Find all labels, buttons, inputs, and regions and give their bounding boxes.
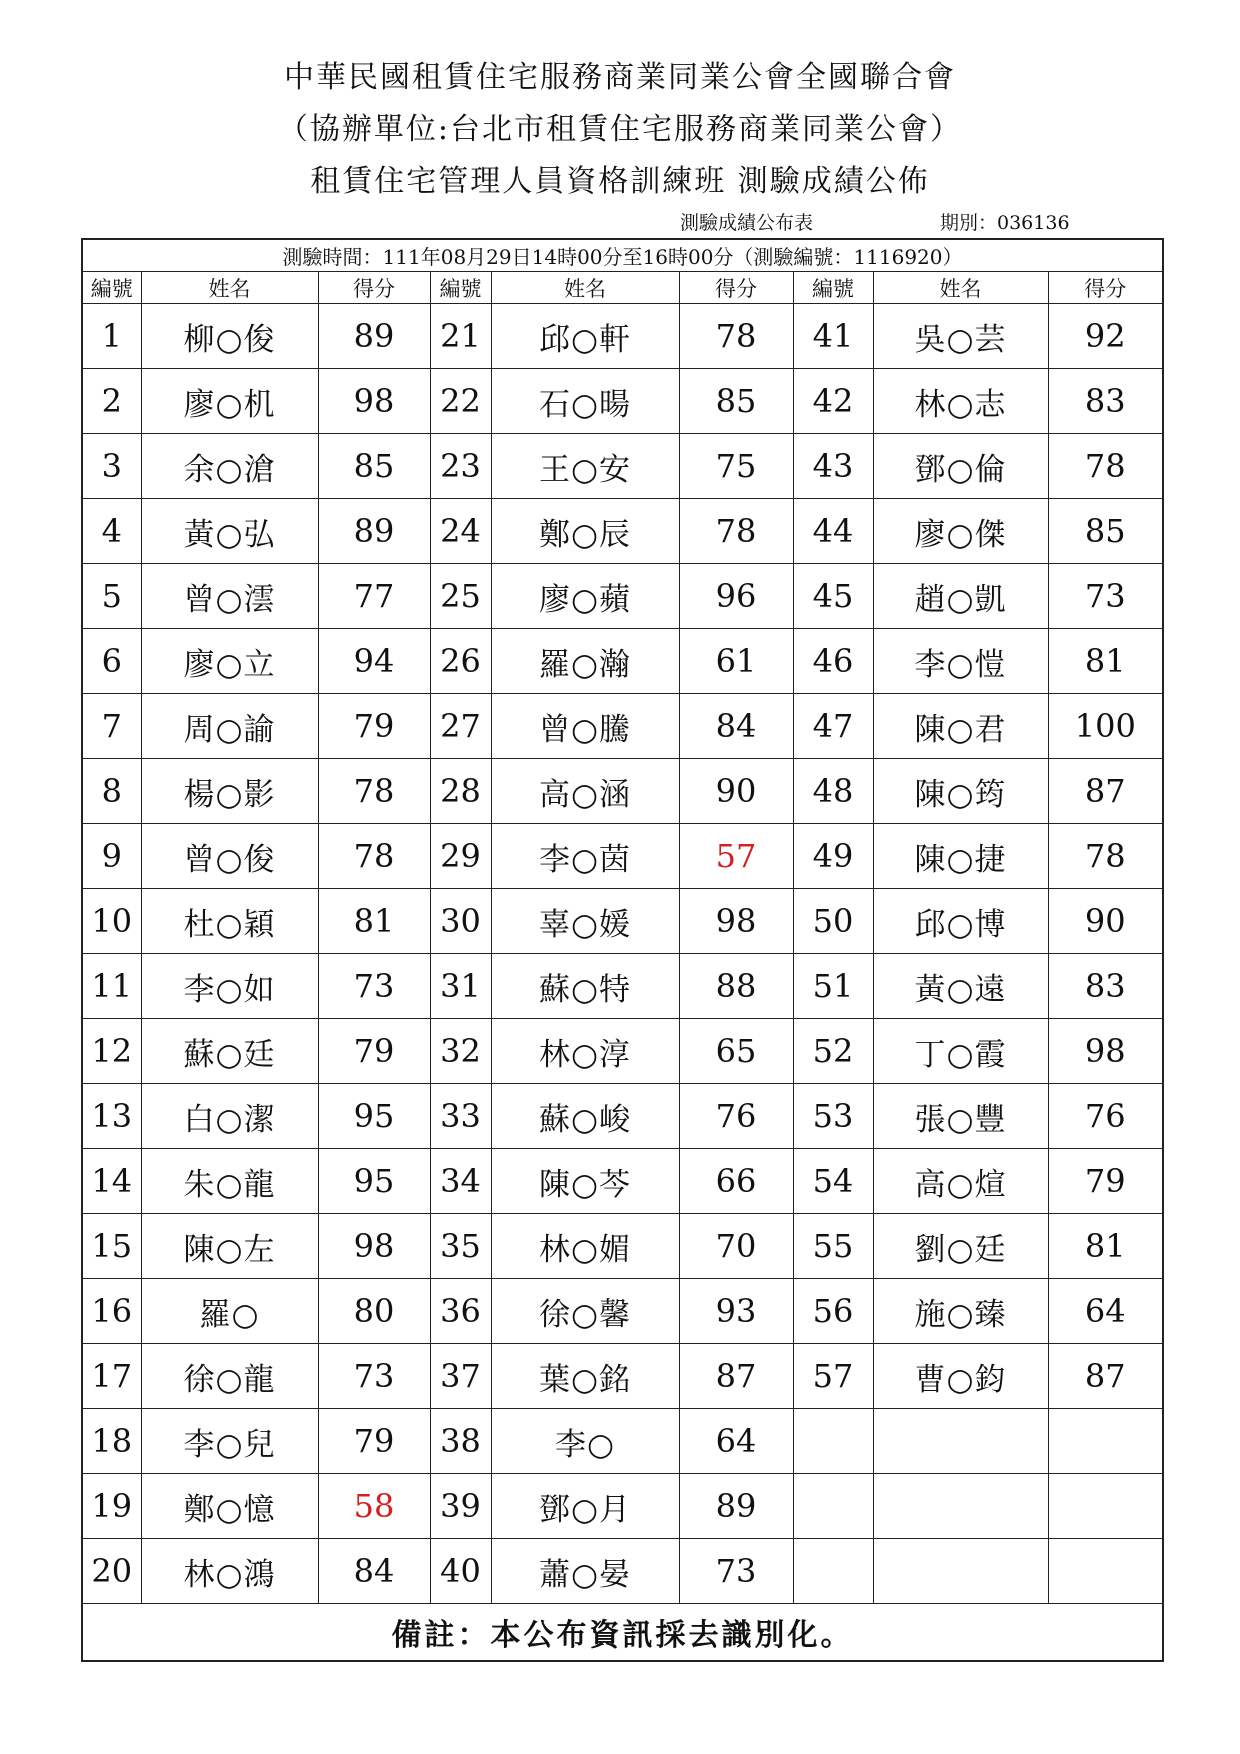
candidate-score: 83 bbox=[1048, 369, 1163, 434]
candidate-number: 23 bbox=[430, 434, 491, 499]
candidate-name: 曾○澐 bbox=[141, 564, 318, 629]
candidate-number: 1 bbox=[82, 304, 141, 369]
col-name-header: 姓名 bbox=[873, 272, 1048, 304]
candidate-number: 44 bbox=[793, 499, 873, 564]
candidate-score-failing: 58 bbox=[318, 1474, 430, 1539]
candidate-number: 3 bbox=[82, 434, 141, 499]
title-association: 中華民國租賃住宅服務商業同業公會全國聯合會 bbox=[284, 60, 956, 95]
table-row bbox=[82, 499, 1163, 564]
table-row bbox=[82, 1474, 1163, 1539]
header-row bbox=[82, 272, 1163, 304]
candidate-name: 辜○媛 bbox=[491, 889, 679, 954]
candidate-number: 28 bbox=[430, 759, 491, 824]
title-co-organizer: （協辦單位:台北市租賃住宅服務商業同業公會） bbox=[277, 112, 963, 147]
table-row bbox=[82, 564, 1163, 629]
candidate-score: 79 bbox=[1048, 1149, 1163, 1214]
col-no-header: 編號 bbox=[793, 272, 873, 304]
candidate-name: 蘇○廷 bbox=[141, 1019, 318, 1084]
candidate-score: 79 bbox=[318, 694, 430, 759]
candidate-score: 96 bbox=[679, 564, 793, 629]
candidate-score bbox=[1048, 1474, 1163, 1539]
candidate-name: 黃○弘 bbox=[141, 499, 318, 564]
candidate-score: 85 bbox=[318, 434, 430, 499]
candidate-number: 5 bbox=[82, 564, 141, 629]
candidate-number: 20 bbox=[82, 1539, 141, 1604]
candidate-name: 徐○龍 bbox=[141, 1344, 318, 1409]
candidate-score: 78 bbox=[1048, 824, 1163, 889]
table-row bbox=[82, 954, 1163, 1019]
col-name-header: 姓名 bbox=[141, 272, 318, 304]
candidate-name: 李○如 bbox=[141, 954, 318, 1019]
candidate-number: 12 bbox=[82, 1019, 141, 1084]
candidate-name: 王○安 bbox=[491, 434, 679, 499]
col-no-header: 編號 bbox=[430, 272, 491, 304]
candidate-number: 33 bbox=[430, 1084, 491, 1149]
candidate-number: 25 bbox=[430, 564, 491, 629]
candidate-name: 余○滄 bbox=[141, 434, 318, 499]
candidate-name: 周○諭 bbox=[141, 694, 318, 759]
candidate-score: 90 bbox=[679, 759, 793, 824]
candidate-number: 14 bbox=[82, 1149, 141, 1214]
candidate-name: 林○鴻 bbox=[141, 1539, 318, 1604]
candidate-score: 70 bbox=[679, 1214, 793, 1279]
candidate-score: 89 bbox=[318, 304, 430, 369]
table-row bbox=[82, 1214, 1163, 1279]
candidate-name: 廖○机 bbox=[141, 369, 318, 434]
candidate-name: 高○涵 bbox=[491, 759, 679, 824]
sheet-name: 測驗成績公布表 bbox=[680, 212, 814, 234]
col-score-header: 得分 bbox=[1048, 272, 1163, 304]
candidate-number: 18 bbox=[82, 1409, 141, 1474]
candidate-name: 廖○立 bbox=[141, 629, 318, 694]
candidate-name: 邱○博 bbox=[873, 889, 1048, 954]
table-row bbox=[82, 1409, 1163, 1474]
candidate-number: 48 bbox=[793, 759, 873, 824]
candidate-name: 陳○捷 bbox=[873, 824, 1048, 889]
table-row bbox=[82, 1344, 1163, 1409]
candidate-number: 41 bbox=[793, 304, 873, 369]
candidate-number: 37 bbox=[430, 1344, 491, 1409]
table-row bbox=[82, 1084, 1163, 1149]
candidate-name: 鄧○月 bbox=[491, 1474, 679, 1539]
candidate-number: 24 bbox=[430, 499, 491, 564]
candidate-score: 76 bbox=[1048, 1084, 1163, 1149]
candidate-score: 98 bbox=[318, 1214, 430, 1279]
candidate-number: 29 bbox=[430, 824, 491, 889]
title-announcement: 租賃住宅管理人員資格訓練班 測驗成績公佈 bbox=[310, 164, 930, 199]
candidate-score: 78 bbox=[679, 304, 793, 369]
candidate-score: 61 bbox=[679, 629, 793, 694]
candidate-score: 79 bbox=[318, 1409, 430, 1474]
candidate-score: 84 bbox=[318, 1539, 430, 1604]
candidate-name: 張○豐 bbox=[873, 1084, 1048, 1149]
candidate-number: 36 bbox=[430, 1279, 491, 1344]
candidate-score: 81 bbox=[1048, 629, 1163, 694]
candidate-name bbox=[873, 1474, 1048, 1539]
candidate-score: 65 bbox=[679, 1019, 793, 1084]
table-row bbox=[82, 759, 1163, 824]
candidate-number: 39 bbox=[430, 1474, 491, 1539]
candidate-score: 78 bbox=[679, 499, 793, 564]
candidate-score: 100 bbox=[1048, 694, 1163, 759]
table-row bbox=[82, 1539, 1163, 1604]
candidate-number: 38 bbox=[430, 1409, 491, 1474]
candidate-name: 黃○遠 bbox=[873, 954, 1048, 1019]
candidate-name: 廖○傑 bbox=[873, 499, 1048, 564]
candidate-score: 83 bbox=[1048, 954, 1163, 1019]
candidate-score: 64 bbox=[1048, 1279, 1163, 1344]
candidate-score: 81 bbox=[1048, 1214, 1163, 1279]
table-row bbox=[82, 824, 1163, 889]
candidate-number: 54 bbox=[793, 1149, 873, 1214]
candidate-name: 楊○影 bbox=[141, 759, 318, 824]
candidate-score: 85 bbox=[679, 369, 793, 434]
candidate-number: 35 bbox=[430, 1214, 491, 1279]
candidate-score: 85 bbox=[1048, 499, 1163, 564]
candidate-number: 49 bbox=[793, 824, 873, 889]
candidate-name: 林○志 bbox=[873, 369, 1048, 434]
candidate-number: 55 bbox=[793, 1214, 873, 1279]
candidate-number: 2 bbox=[82, 369, 141, 434]
table-row bbox=[82, 889, 1163, 954]
candidate-score: 75 bbox=[679, 434, 793, 499]
candidate-number: 56 bbox=[793, 1279, 873, 1344]
candidate-number: 40 bbox=[430, 1539, 491, 1604]
candidate-number: 21 bbox=[430, 304, 491, 369]
candidate-score: 80 bbox=[318, 1279, 430, 1344]
candidate-number: 6 bbox=[82, 629, 141, 694]
candidate-name: 李○茵 bbox=[491, 824, 679, 889]
candidate-name: 蘇○峻 bbox=[491, 1084, 679, 1149]
candidate-name: 白○潔 bbox=[141, 1084, 318, 1149]
candidate-score: 73 bbox=[1048, 564, 1163, 629]
candidate-name: 柳○俊 bbox=[141, 304, 318, 369]
candidate-name: 吳○芸 bbox=[873, 304, 1048, 369]
candidate-name: 李○愷 bbox=[873, 629, 1048, 694]
candidate-number: 50 bbox=[793, 889, 873, 954]
candidate-score: 87 bbox=[1048, 759, 1163, 824]
col-score-header: 得分 bbox=[318, 272, 430, 304]
candidate-name: 劉○廷 bbox=[873, 1214, 1048, 1279]
candidate-score: 95 bbox=[318, 1149, 430, 1214]
candidate-score: 78 bbox=[1048, 434, 1163, 499]
candidate-name: 葉○銘 bbox=[491, 1344, 679, 1409]
candidate-number: 31 bbox=[430, 954, 491, 1019]
candidate-name: 施○臻 bbox=[873, 1279, 1048, 1344]
candidate-name: 羅○瀚 bbox=[491, 629, 679, 694]
candidate-number: 13 bbox=[82, 1084, 141, 1149]
table-row bbox=[82, 434, 1163, 499]
candidate-number: 8 bbox=[82, 759, 141, 824]
table-row bbox=[82, 629, 1163, 694]
candidate-score: 76 bbox=[679, 1084, 793, 1149]
candidate-number: 17 bbox=[82, 1344, 141, 1409]
candidate-score: 73 bbox=[679, 1539, 793, 1604]
candidate-score: 64 bbox=[679, 1409, 793, 1474]
candidate-score: 98 bbox=[679, 889, 793, 954]
candidate-score: 73 bbox=[318, 954, 430, 1019]
candidate-name: 曾○騰 bbox=[491, 694, 679, 759]
candidate-name: 鄭○辰 bbox=[491, 499, 679, 564]
candidate-name bbox=[873, 1409, 1048, 1474]
period-label: 期別：036136 bbox=[940, 212, 1070, 234]
candidate-number: 32 bbox=[430, 1019, 491, 1084]
candidate-name bbox=[873, 1539, 1048, 1604]
candidate-score-failing: 57 bbox=[679, 824, 793, 889]
candidate-score: 98 bbox=[318, 369, 430, 434]
candidate-number: 47 bbox=[793, 694, 873, 759]
candidate-number: 22 bbox=[430, 369, 491, 434]
candidate-name: 蘇○特 bbox=[491, 954, 679, 1019]
candidate-score bbox=[1048, 1539, 1163, 1604]
candidate-name: 高○煊 bbox=[873, 1149, 1048, 1214]
candidate-number: 30 bbox=[430, 889, 491, 954]
candidate-name: 羅○ bbox=[141, 1279, 318, 1344]
candidate-name: 杜○穎 bbox=[141, 889, 318, 954]
table-row bbox=[82, 694, 1163, 759]
candidate-score: 81 bbox=[318, 889, 430, 954]
col-score-header: 得分 bbox=[679, 272, 793, 304]
candidate-score: 87 bbox=[1048, 1344, 1163, 1409]
candidate-number: 16 bbox=[82, 1279, 141, 1344]
candidate-name: 徐○馨 bbox=[491, 1279, 679, 1344]
candidate-number: 42 bbox=[793, 369, 873, 434]
candidate-number: 9 bbox=[82, 824, 141, 889]
candidate-number: 53 bbox=[793, 1084, 873, 1149]
candidate-number: 45 bbox=[793, 564, 873, 629]
candidate-name: 陳○君 bbox=[873, 694, 1048, 759]
candidate-score: 73 bbox=[318, 1344, 430, 1409]
table-row bbox=[82, 369, 1163, 434]
candidate-name: 李○ bbox=[491, 1409, 679, 1474]
table-row bbox=[82, 1019, 1163, 1084]
candidate-score: 90 bbox=[1048, 889, 1163, 954]
candidate-number bbox=[793, 1474, 873, 1539]
candidate-name: 蕭○晏 bbox=[491, 1539, 679, 1604]
candidate-number: 4 bbox=[82, 499, 141, 564]
candidate-score: 95 bbox=[318, 1084, 430, 1149]
candidate-name: 陳○芩 bbox=[491, 1149, 679, 1214]
candidate-number: 26 bbox=[430, 629, 491, 694]
candidate-number: 57 bbox=[793, 1344, 873, 1409]
col-no-header: 編號 bbox=[82, 272, 141, 304]
candidate-name: 陳○筠 bbox=[873, 759, 1048, 824]
table-row bbox=[82, 1149, 1163, 1214]
candidate-number: 11 bbox=[82, 954, 141, 1019]
candidate-score: 78 bbox=[318, 824, 430, 889]
candidate-number: 34 bbox=[430, 1149, 491, 1214]
candidate-number: 27 bbox=[430, 694, 491, 759]
candidate-score: 94 bbox=[318, 629, 430, 694]
candidate-name: 鄧○倫 bbox=[873, 434, 1048, 499]
candidate-number: 7 bbox=[82, 694, 141, 759]
candidate-number: 10 bbox=[82, 889, 141, 954]
candidate-score: 87 bbox=[679, 1344, 793, 1409]
candidate-name: 廖○蘋 bbox=[491, 564, 679, 629]
table-row bbox=[82, 304, 1163, 369]
candidate-score: 98 bbox=[1048, 1019, 1163, 1084]
candidate-score: 92 bbox=[1048, 304, 1163, 369]
candidate-score: 84 bbox=[679, 694, 793, 759]
candidate-number: 43 bbox=[793, 434, 873, 499]
candidate-score: 78 bbox=[318, 759, 430, 824]
candidate-number bbox=[793, 1409, 873, 1474]
candidate-name: 林○媚 bbox=[491, 1214, 679, 1279]
candidate-number: 19 bbox=[82, 1474, 141, 1539]
candidate-name: 鄭○憶 bbox=[141, 1474, 318, 1539]
candidate-number: 15 bbox=[82, 1214, 141, 1279]
candidate-name: 趙○凱 bbox=[873, 564, 1048, 629]
candidate-number: 52 bbox=[793, 1019, 873, 1084]
table-row bbox=[82, 1279, 1163, 1344]
candidate-score: 88 bbox=[679, 954, 793, 1019]
score-table bbox=[81, 238, 1164, 1662]
note-row bbox=[82, 1604, 1163, 1662]
candidate-name: 石○暘 bbox=[491, 369, 679, 434]
candidate-score: 79 bbox=[318, 1019, 430, 1084]
deidentification-note: 備註：本公布資訊採去識別化。 bbox=[82, 1604, 1163, 1662]
col-name-header: 姓名 bbox=[491, 272, 679, 304]
candidate-score bbox=[1048, 1409, 1163, 1474]
candidate-name: 陳○左 bbox=[141, 1214, 318, 1279]
candidate-name: 邱○軒 bbox=[491, 304, 679, 369]
candidate-number bbox=[793, 1539, 873, 1604]
candidate-score: 89 bbox=[318, 499, 430, 564]
candidate-score: 66 bbox=[679, 1149, 793, 1214]
candidate-score: 93 bbox=[679, 1279, 793, 1344]
candidate-name: 丁○霞 bbox=[873, 1019, 1048, 1084]
candidate-name: 曹○鈞 bbox=[873, 1344, 1048, 1409]
candidate-score: 89 bbox=[679, 1474, 793, 1539]
candidate-name: 曾○俊 bbox=[141, 824, 318, 889]
candidate-name: 朱○龍 bbox=[141, 1149, 318, 1214]
candidate-name: 林○淳 bbox=[491, 1019, 679, 1084]
exam-info: 測驗時間：111年08月29日14時00分至16時00分（測驗編號：1116920） bbox=[82, 239, 1163, 272]
candidate-score: 77 bbox=[318, 564, 430, 629]
candidate-number: 46 bbox=[793, 629, 873, 694]
candidate-number: 51 bbox=[793, 954, 873, 1019]
candidate-name: 李○兒 bbox=[141, 1409, 318, 1474]
